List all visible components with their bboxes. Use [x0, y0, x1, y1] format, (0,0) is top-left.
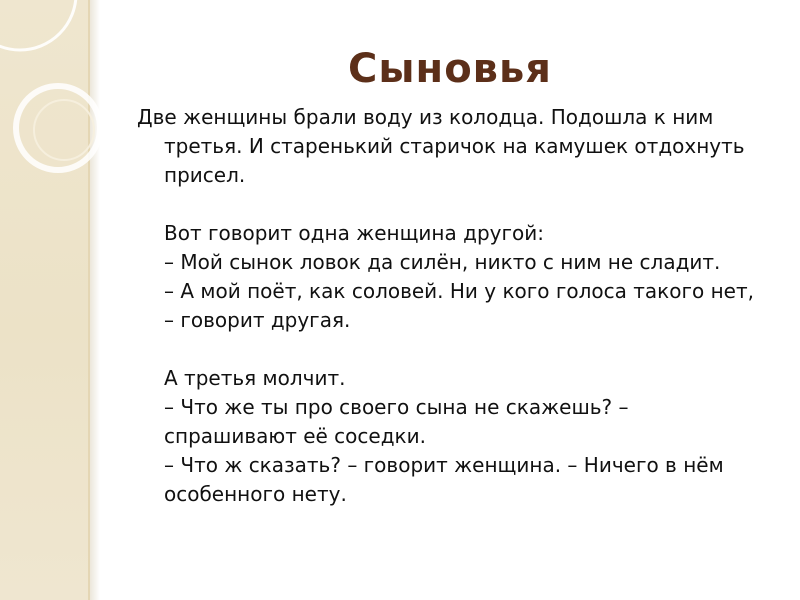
deco-ring-top: [0, 0, 76, 50]
deco-ring-large: [16, 86, 100, 170]
story-text: [137, 103, 777, 509]
story-line: – Мой сынок ловок да силён, никто с ним не сладит.: [164, 250, 721, 274]
story-line: особенного нету.: [164, 482, 347, 506]
paragraph-spacer: [137, 190, 777, 219]
story-paragraph-1: Две женщины брали воду из колодца. Подошла к ним третья. И старенький старичок на камушек отдохнуть присел.: [137, 105, 745, 187]
decorative-circles: [0, 0, 110, 250]
story-line: – говорит другая.: [164, 308, 351, 332]
story-line: – Что ж сказать? – говорит женщина. – Ничего в нём: [164, 453, 724, 477]
story-line: – А мой поёт, как соловей. Ни у кого голоса такого нет,: [164, 279, 754, 303]
paragraph-spacer: [137, 335, 777, 364]
story-line: А третья молчит.: [164, 366, 346, 390]
story-line: спрашивают её соседки.: [164, 424, 426, 448]
slide-title: Сыновья: [348, 46, 552, 92]
deco-ring-inner: [34, 100, 94, 160]
story-line: – Что же ты про своего сына не скажешь? –: [164, 395, 629, 419]
story-line: Вот говорит одна женщина другой:: [164, 221, 544, 245]
